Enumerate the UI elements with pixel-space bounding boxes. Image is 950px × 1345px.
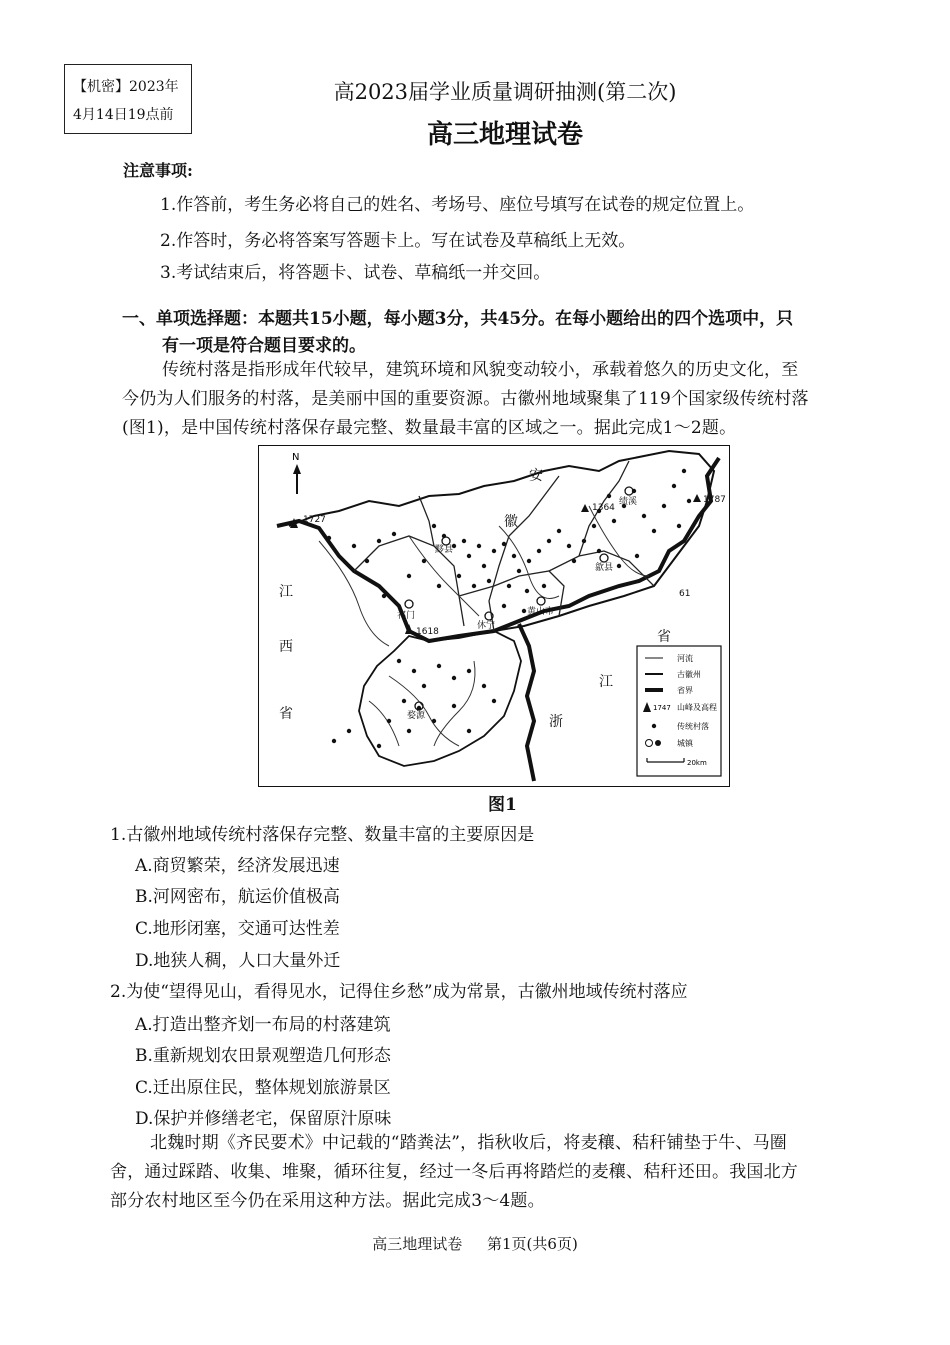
legend-river: 河流 [677, 654, 693, 663]
map-elev-label: 1727 [303, 515, 326, 525]
question-2-option-d: D.保护并修缮老宅，保留原汁原味 [135, 1109, 392, 1129]
province-border-2 [519, 624, 534, 781]
map-elev-label: 1618 [416, 627, 439, 637]
page-footer [0, 1233, 950, 1254]
passage-1-line: (图1)，是中国传统村落保存最完整、数量最丰富的区域之一。据此完成1～2题。 [122, 418, 737, 438]
question-2-option-a: A.打造出整齐划一布局的村落建筑 [135, 1015, 391, 1035]
map-town-label: 绩溪 [619, 497, 638, 507]
section-heading [122, 306, 892, 360]
legend-city: 城镇 [677, 739, 693, 748]
map-province-label: 江 [279, 584, 293, 600]
passage-1 [122, 356, 892, 443]
question-2-option-c: C.迁出原住民，整体规划旅游景区 [135, 1078, 391, 1098]
map-province-label: 江 [599, 674, 613, 690]
map-legend [637, 646, 721, 776]
notice-heading: 注意事项: [123, 161, 193, 180]
river [434, 661, 475, 746]
section-heading-line-2: 有一项是符合题目要求的。 [162, 336, 366, 356]
notice-item-3: 3.考试结束后，将答题卡、试卷、草稿纸一并交回。 [160, 263, 551, 283]
map-town-label: 婺源 [407, 711, 426, 721]
map-town-label: 休宁 [477, 621, 496, 631]
footer-page-number: 第1页(共6页) [487, 1235, 578, 1253]
question-2-option-b: B.重新规划农田景观塑造几何形态 [135, 1046, 391, 1066]
province-border [277, 458, 719, 641]
figure-caption: 图1 [488, 795, 517, 815]
passage-2-line: 北魏时期《齐民要术》中记载的“踏粪法”，指秋收后，将麦穰、秸秆铺垫于牛、马圈 [150, 1133, 787, 1153]
river [369, 701, 399, 746]
county-boundary [419, 496, 434, 546]
legend-village-icon [652, 724, 656, 728]
passage-2-line: 舍，通过踩踏、收集、堆聚，循环往复，经过一冬后再将踏烂的麦穰、秸秆还田。我国北方 [110, 1162, 798, 1182]
section-heading-line-1: 一、单项选择题：本题共15小题，每小题3分，共45分。在每小题给出的四个选项中，只 [122, 309, 794, 329]
map-town-label: 祁门 [397, 611, 416, 621]
passage-1-line: 传统村落是指形成年代较早，建筑环境和风貌变动较小，承载着悠久的历史文化，至 [162, 360, 799, 380]
map-province-label: 西 [279, 639, 293, 655]
legend-peak: 山峰及高程 [677, 703, 717, 712]
map-province-label: 安 [529, 468, 543, 484]
footer-subject: 高三地理试卷 [372, 1235, 463, 1253]
map-province-label: 省 [279, 706, 293, 722]
notice-item-2: 2.作答时，务必将答案写答题卡上。写在试卷及草稿纸上无效。 [160, 231, 636, 251]
map-province-label: 浙 [549, 714, 563, 730]
map-town-label: 歙县 [595, 563, 614, 573]
passage-2 [110, 1129, 890, 1216]
map-elev-label: 61 [679, 589, 691, 599]
page-title: 高三地理试卷 [426, 120, 583, 150]
question-1-option-c: C.地形闭塞，交通可达性差 [135, 919, 340, 939]
legend-city-icon [655, 740, 661, 746]
map-town-label: 黄山市 [527, 607, 555, 617]
peak-icons [290, 494, 701, 634]
map-elev-label: 1787 [703, 495, 726, 505]
confidential-line-1: 【机密】2023年 [73, 79, 179, 95]
legend-province: 省界 [677, 686, 693, 695]
legend-boundary: 古徽州 [677, 670, 701, 679]
river [319, 541, 389, 646]
huizhou-boundary [289, 451, 714, 631]
question-1-stem: 1.古徽州地域传统村落保存完整、数量丰富的主要原因是 [110, 825, 535, 845]
map-town-label: 黟县 [435, 545, 454, 555]
wuyuan-boundary [359, 631, 521, 766]
exam-title: 高2023届学业质量调研抽测(第二次) [333, 80, 677, 104]
notice-item-1: 1.作答前，考生务必将自己的姓名、考场号、座位号填写在试卷的规定位置上。 [160, 195, 755, 215]
north-label: N [292, 452, 300, 463]
legend-scale: 20km [687, 759, 707, 767]
passage-1-line: 今仍为人们服务的村落，是美丽中国的重要资源。古徽州地域聚集了119个国家级传统村落 [122, 389, 809, 409]
north-arrow-icon [293, 464, 301, 494]
map-province-label: 省 [657, 629, 671, 645]
confidential-line-2: 4月14日19点前 [73, 107, 174, 123]
map-province-label: 徽 [504, 514, 518, 530]
map-elev-label: 1364 [592, 503, 615, 513]
question-1-option-a: A.商贸繁荣，经济发展迅速 [135, 856, 340, 876]
map-svg [259, 446, 728, 785]
legend-peak-num: 1747 [653, 704, 671, 712]
question-2-stem: 2.为使“望得见山，看得见水，记得住乡愁”成为常景，古徽州地域传统村落应 [110, 982, 688, 1002]
question-1-option-d: D.地狭人稠，人口大量外迁 [135, 951, 341, 971]
question-1-option-b: B.河网密布，航运价值极高 [135, 887, 340, 907]
figure-1-map [258, 445, 730, 787]
legend-village: 传统村落 [677, 722, 709, 731]
passage-2-line: 部分农村地区至今仍在采用这种方法。据此完成3～4题。 [110, 1191, 545, 1211]
